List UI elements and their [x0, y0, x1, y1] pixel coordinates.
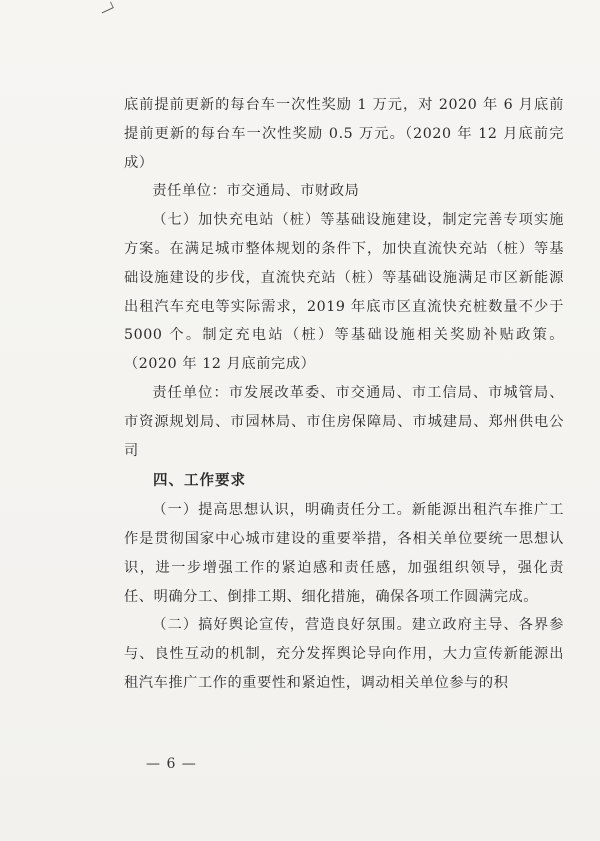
page-number: — 6 — — [146, 756, 197, 772]
document-body — [124, 91, 564, 698]
paragraph-public-opinion: （二）搞好舆论宣传，营造良好氛围。建立政府主导、各界参与、良性互动的机制，充分发挥舆论导向作用，大力宣传新能源出租汽车推广工作的重要性和紧迫性，调动相关单位参与的积 — [124, 617, 564, 691]
paragraph-responsible-units-charging: 责任单位：市发展改革委、市交通局、市工信局、市城管局、市资源规划局、市园林局、市住房保障局、市城建局、郑州供电公司 — [124, 384, 564, 459]
paragraph-awareness-responsibility: （一）提高思想认识，明确责任分工。新能源出租汽车推广工作是贯彻国家中心城市建设的重要举措，各相关单位要统一思想认识，进一步增强工作的紧迫感和责任感，加强组织领导，强化责任、明确分工、倒排工期、细化措施，确保各项工作圆满完成。 — [124, 502, 564, 605]
paragraph-responsible-units-transport: 责任单位：市交通局、市财政局 — [152, 183, 360, 200]
paragraph-reward-continuation: 底前提前更新的每台车一次性奖励 1 万元，对 2020 年 6 月底前提前更新的每台车一次性奖励 0.5 万元。（2020 年 12 月底前完成） — [124, 97, 564, 171]
section-heading-work-requirements: 四、工作要求 — [153, 473, 246, 490]
paragraph-charging-infrastructure: （七）加快充电站（桩）等基础设施建设，制定完善专项实施方案。在满足城市整体规划的条件下，加快直流快充站（桩）等基础设施建设的步伐，直流快充站（桩）等基础设施满足市区新能源出租汽车充电等实际需求，2019 年底市区直流快充桩数量不少于 5000 个。制定充电站（桩）等基础设施相关奖励补贴政策。（2020 年 12 月底前完成） — [124, 212, 564, 373]
scan-artifact-mark — [99, 2, 114, 14]
